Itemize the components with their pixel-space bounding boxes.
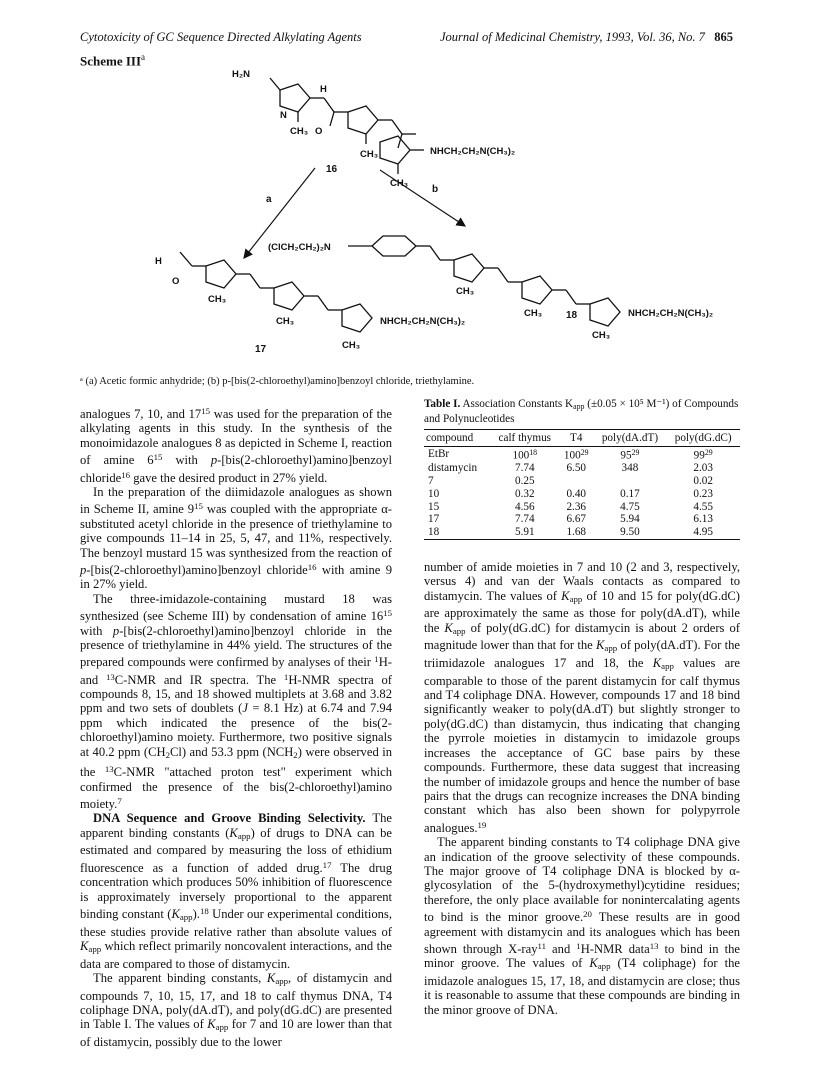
value-cell: $100^{29}$ <box>563 447 589 462</box>
value-cell: $100^{18}$ <box>512 447 538 462</box>
value-cell: 2.03 <box>693 462 713 475</box>
left-column-paragraph: DNA Sequence and Groove Binding Selectivity. The apparent binding constants $(K_{app})$ of drugs to DNA can be estimated and compared by measuring the loss of ethidium fluorescence as a function of added drug.$^{17}$ The drug concentration which produces 50% inhibition of fluorescence is approximately inversely proportional to the apparent binding constant $(K_{app}).^{18}$ Under our experimental conditions, these studies provide relative rather than absolute values of $K_{app}$ which reflect primarily noncovalent interactions, and the data are compared to those of distamycin. <box>80 811 392 971</box>
table-caption-rest: (±0.05 × 10⁵ M⁻¹) of Compounds and Polynucleotides <box>424 398 739 426</box>
label-h-16-1: H <box>320 84 327 95</box>
table-body <box>424 446 740 539</box>
value-cell: 4.56 <box>514 500 535 513</box>
value-cell: 7.74 <box>514 462 535 475</box>
value-cell: 0.32 <box>514 487 535 500</box>
compound-cell: 17 <box>428 513 440 526</box>
arrow-b <box>380 170 465 226</box>
label-ch3-16-2: CH₃ <box>360 149 379 160</box>
compound-cell: 7 <box>428 475 434 488</box>
value-cell: 0.23 <box>693 487 713 500</box>
table-header-row <box>424 429 740 446</box>
compound-cell: 10 <box>428 487 440 500</box>
scheme-title-footnote-mark: a <box>141 52 146 62</box>
table-i <box>424 398 740 540</box>
label-17: 17 <box>255 344 267 355</box>
label-h-17: H <box>155 256 162 267</box>
right-column-paragraph: number of amide moieties in 7 and 10 (2 and 3, respectively, versus 4) and van der Waals contacts as compared to distamycin. The values of $K_{app}$ of 10 and 15 for poly(dG.dC) are approximately the same as those for poly(dA.dT), while the $K_{app}$ of poly(dG.dC) for distamycin is about 2 orders of magnitude lower than that for the $K_{app}$ of poly(dA.dT). For the triimidazole analogues 17 and 18, the $K_{app}$ values are comparable to those of the parent distamycin for calf thymus and T4 coliphage DNA. However, compounds 17 and 18 bind significantly weaker to poly(dA.dT) but slightly stronger to poly(dG.dC) than distamycin, thus indicating that changing the pyrrole moieties in distamycin to imidazole groups increases the acceptance of GC base pairs by these compounds. Furthermore, these data suggest that increasing the number of imidazole groups and hence the number of base pairs that the drugs can recognize increases the DNA binding constant which has also been shown for polypyrrole analogues.$^{19}$ <box>424 560 741 835</box>
compound-cell: distamycin <box>428 462 478 475</box>
label-ch3-16-3: CH₃ <box>390 178 409 189</box>
table-header-cell: compound <box>426 431 474 444</box>
table-row <box>424 526 740 539</box>
compound-cell: 18 <box>428 526 440 539</box>
scheme-footnote: ᵃ (a) Acetic formic anhydride; (b) p-[bis(2-chloroethyl)amino]benzoyl chloride, triethylamine. <box>80 376 475 387</box>
label-ch3-18-3: CH₃ <box>592 330 611 341</box>
label-side-chain-16: NHCH₂CH₂N(CH₃)₂ <box>430 146 516 157</box>
value-cell: 5.94 <box>620 513 640 526</box>
table-row <box>424 488 740 501</box>
compound-cell: EtBr <box>428 448 450 461</box>
label-ch3-17-3: CH₃ <box>342 340 361 351</box>
label-arrow-b: b <box>432 184 439 195</box>
value-cell: 5.91 <box>514 526 535 539</box>
label-side-chain-17: NHCH₂CH₂N(CH₃)₂ <box>380 316 466 327</box>
value-cell: 348 <box>621 462 639 475</box>
compound-cell: 15 <box>428 500 440 513</box>
compound-18-structure <box>348 236 620 326</box>
running-head-title: Cytotoxicity of GC Sequence Directed Alkylating Agents <box>80 30 362 44</box>
journal-citation: Journal of Medicinal Chemistry, 1993, Vol. 36, No. 7 <box>440 30 705 44</box>
right-column-text <box>424 560 740 1017</box>
label-mustard-18: (ClCH₂CH₂)₂N <box>268 242 331 253</box>
value-cell: 0.25 <box>514 475 535 488</box>
label-h2n: H₂N <box>232 69 250 80</box>
value-cell: 6.50 <box>566 462 587 475</box>
value-cell: 4.55 <box>693 500 713 513</box>
value-cell: 4.75 <box>620 500 640 513</box>
table-row <box>424 475 740 488</box>
table-caption-sub: app <box>573 401 585 411</box>
binding-constants-table <box>424 429 740 540</box>
scheme-title-text: Scheme III <box>80 53 142 69</box>
value-cell: $99^{29}$ <box>693 447 713 462</box>
value-cell: 1.68 <box>566 526 587 539</box>
value-cell: 6.13 <box>693 513 713 526</box>
table-row <box>424 446 740 462</box>
label-ch3-17-2: CH₃ <box>276 316 295 327</box>
label-ch3-18-2: CH₃ <box>524 308 543 319</box>
table-header-cell: poly(dG.dC) <box>674 431 732 444</box>
table-row <box>424 501 740 514</box>
value-cell <box>594 475 667 488</box>
right-column-paragraph: The apparent binding constants to T4 coliphage DNA give an indication of the groove selectivity of these compounds. The major groove of T4 coliphage DNA is blocked by α-glycosylation of the 5-(hydroxymethyl)cytidine residues; therefore, the only place available for nonintercalating agents to bind is the minor groove.$^{20}$ These results are in good agreement with distamycin and its analogues which has been shown through X-ray$^{11}$ and $^1$H-NMR data$^{13}$ to bind in the minor groove. The values of $K_{app}$ (T4 coliphage) for the imidazole analogues 15, 17, 18, and distamycin are close; thus it is reasonable to assume that these compounds are binding in the minor groove of DNA. <box>424 835 741 1017</box>
table-row <box>424 462 740 475</box>
table-header-cell: T4 <box>570 431 583 444</box>
left-column-text <box>80 404 392 1050</box>
value-cell <box>559 475 594 488</box>
page-number: 865 <box>714 30 734 44</box>
label-16: 16 <box>326 164 338 175</box>
table-caption-text: Association Constants K <box>462 398 574 410</box>
value-cell: 2.36 <box>566 500 587 513</box>
value-cell: 4.95 <box>693 526 713 539</box>
table-row <box>424 513 740 526</box>
value-cell: 0.02 <box>693 475 713 488</box>
table-header-cell: poly(dA.dT) <box>601 431 659 444</box>
table-caption-label: Table I. <box>424 398 461 410</box>
value-cell: 9.50 <box>620 526 640 539</box>
left-column-paragraph: The three-imidazole-containing mustard 18 was synthesized (see Scheme III) by condensation of amine $16^{15}$ with p-[bis(2-chloroethyl)amino]benzoyl chloride in the presence of triethylamine in 44% yield. The structures of the prepared compounds were confirmed by analyses of their $^1$H- and $^{13}$C-NMR and IR spectra. The $^1$H-NMR spectra of compounds 8, 15, and 18 showed multiplets at 3.68 and 3.82 ppm and two sets of doublets (J = 8.1 Hz) at 6.74 and 7.94 ppm which indicated the presence of the bis(2-chloroethyl)amino moiety. Furthermore, two positive signals at 40.2 ppm $(CH_2Cl)$ and 53.3 ppm $(NCH_2)$ were observed in the $^{13}$C-NMR "attached proton test" experiment which confirmed the presence of the bis(2-chloroethyl)amino moiety.$^7$ <box>80 591 392 812</box>
value-cell: 6.67 <box>566 513 587 526</box>
label-side-chain-18: NHCH₂CH₂N(CH₃)₂ <box>628 308 714 319</box>
value-cell: 0.17 <box>620 487 640 500</box>
value-cell: 7.74 <box>514 513 535 526</box>
table-caption <box>424 398 740 426</box>
label-arrow-a: a <box>266 194 272 205</box>
value-cell: $95^{29}$ <box>620 447 640 462</box>
label-o-17: O <box>172 276 180 287</box>
label-o-16-1: O <box>315 126 323 137</box>
value-cell: 0.40 <box>566 487 587 500</box>
table-header-cell: calf thymus <box>498 431 552 444</box>
label-n-16-1: N <box>280 110 287 121</box>
label-ch3-16-1: CH₃ <box>290 126 309 137</box>
left-column-paragraph: analogues 7, 10, and $17^{15}$ was used for the preparation of the alkylating agents in this study. In the synthesis of the monoimidazole analogues 8 as depicted in Scheme I, reaction of amine $6^{15}$ with p-[bis(2-chloroethyl)amino]benzoyl chloride$^{16}$ gave the desired product in 27% yield. <box>80 406 393 485</box>
running-head-journal <box>440 30 733 45</box>
label-18: 18 <box>566 310 578 321</box>
label-ch3-18-1: CH₃ <box>456 286 475 297</box>
left-column-paragraph: The apparent binding constants, $K_{app}$, of distamycin and compounds 7, 10, 15, 17, and 18 to calf thymus DNA, T4 coliphage DNA, poly(dA.dT), and poly(dG.dC) are presented in Table I. The values of $K_{app}$ for 7 and 10 are lower than that of distamycin, possibly due to the lower <box>80 971 392 1050</box>
label-ch3-17-1: CH₃ <box>208 294 227 305</box>
scheme-iii-structures <box>80 62 740 372</box>
left-column-paragraph: In the preparation of the diimidazole analogues as shown in Scheme II, amine $9^{15}$ was coupled with the appropriate α-substituted acetyl chloride in the presence of triethylamine to give compounds 11–14 in 25, 5, 47, and 11%, respectively. The benzoyl mustard 15 was synthesized from the reaction of p-[bis(2-chloroethyl)amino]benzoyl chloride$^{16}$ with amine 9 in 27% yield. <box>80 484 393 592</box>
